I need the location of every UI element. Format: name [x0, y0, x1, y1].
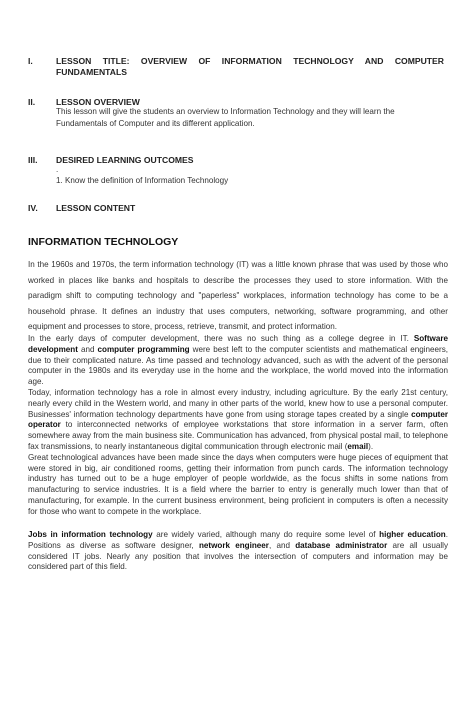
bold-term: Jobs in information technology — [28, 530, 153, 539]
article-heading: INFORMATION TECHNOLOGY — [28, 236, 179, 248]
bold-term: email — [347, 441, 369, 451]
section-heading: LESSON TITLE: OVERVIEW OF INFORMATION TECHNOLOGY AND COMPUTER FUNDAMENTALS — [56, 56, 444, 77]
bold-term: computer programming — [97, 344, 190, 354]
paragraph-early-days: In the early days of computer development, there was no such thing as a college degree in IT. Software development and computer programming were best left to the computer scientists and mathematical engineers, due to their complicated nature. As time passed and technology advanced, such as with the advent of the personal computer in the 1980s and its everyday use in the home and the workplace, the world moved into the information age. — [28, 334, 448, 387]
section-number: I. — [28, 56, 33, 66]
list-bullet-dot: . — [56, 165, 59, 174]
bold-term: network engineer — [198, 540, 269, 550]
section-number: III. — [28, 155, 38, 165]
bold-term: database administrator — [295, 540, 388, 550]
section-heading: DESIRED LEARNING OUTCOMES — [56, 155, 194, 165]
bold-term: Software development — [28, 334, 448, 354]
section-body: This lesson will give the students an overview to Information Technology and they will learn the Fundamentals of Computer and its different application. — [56, 107, 395, 128]
paragraph-today: Today, information technology has a role in almost every industry, including agriculture. By the early 21st century, nearly every child in the Western world, and many in other parts of the world, knew how to use a personal computer. Businesses' information technology departments have gone from using storage tapes created by a single computer operator to interconnected networks of employee workstations that store information in a server farm, often somewhere away from the main business site. Communication has advanced, from physical postal mail, to telephone fax transmissions, to nearly instantaneous digital communication through electronic mail (email). — [28, 387, 448, 451]
section-heading: LESSON OVERVIEW — [56, 97, 140, 107]
paragraph-intro: In the 1960s and 1970s, the term information technology (IT) was a little known phrase that was used by those who worked in places like banks and hospitals to describe the processes they used to store information. With the paradigm shift to computing technology and "paperless" workplaces, information technology has come to be a household phrase. It defines an industry that uses computers, networking, software programming, and other equipment and processes to store, process, retrieve, transmit, and protect information. — [28, 260, 448, 331]
section-number: II. — [28, 97, 36, 107]
bold-term: computer operator — [28, 409, 448, 430]
section-number: IV. — [28, 203, 38, 213]
paragraph-jobs: Jobs in information technology are widely varied, although many do require some level of higher education. Positions as diverse as software designer, network engineer, and database administrator are all usually considered IT jobs. Nearly any position that involves the intersection of computers and information may be considered part of this field. — [28, 530, 448, 572]
paragraph-block — [28, 334, 448, 518]
list-item: 1. Know the definition of Information Technology — [56, 176, 229, 185]
section-heading: LESSON CONTENT — [56, 203, 136, 213]
paragraph-advances: Great technological advances have been made since the days when computers were huge pieces of equipment that were stored in big, air conditioned rooms, getting their information from punch cards. The information technology industry has turned out to be a huge employer of people worldwide, as the focus shifts in some nations from manufacturing to service industries. It is a field where the barrier to entry is generally much lower than that of manufacturing, for example. In the current business environment, being proficient in computers is often a necessity for those who want to compete in the workplace. — [28, 452, 448, 516]
bold-term: higher education — [379, 530, 446, 539]
